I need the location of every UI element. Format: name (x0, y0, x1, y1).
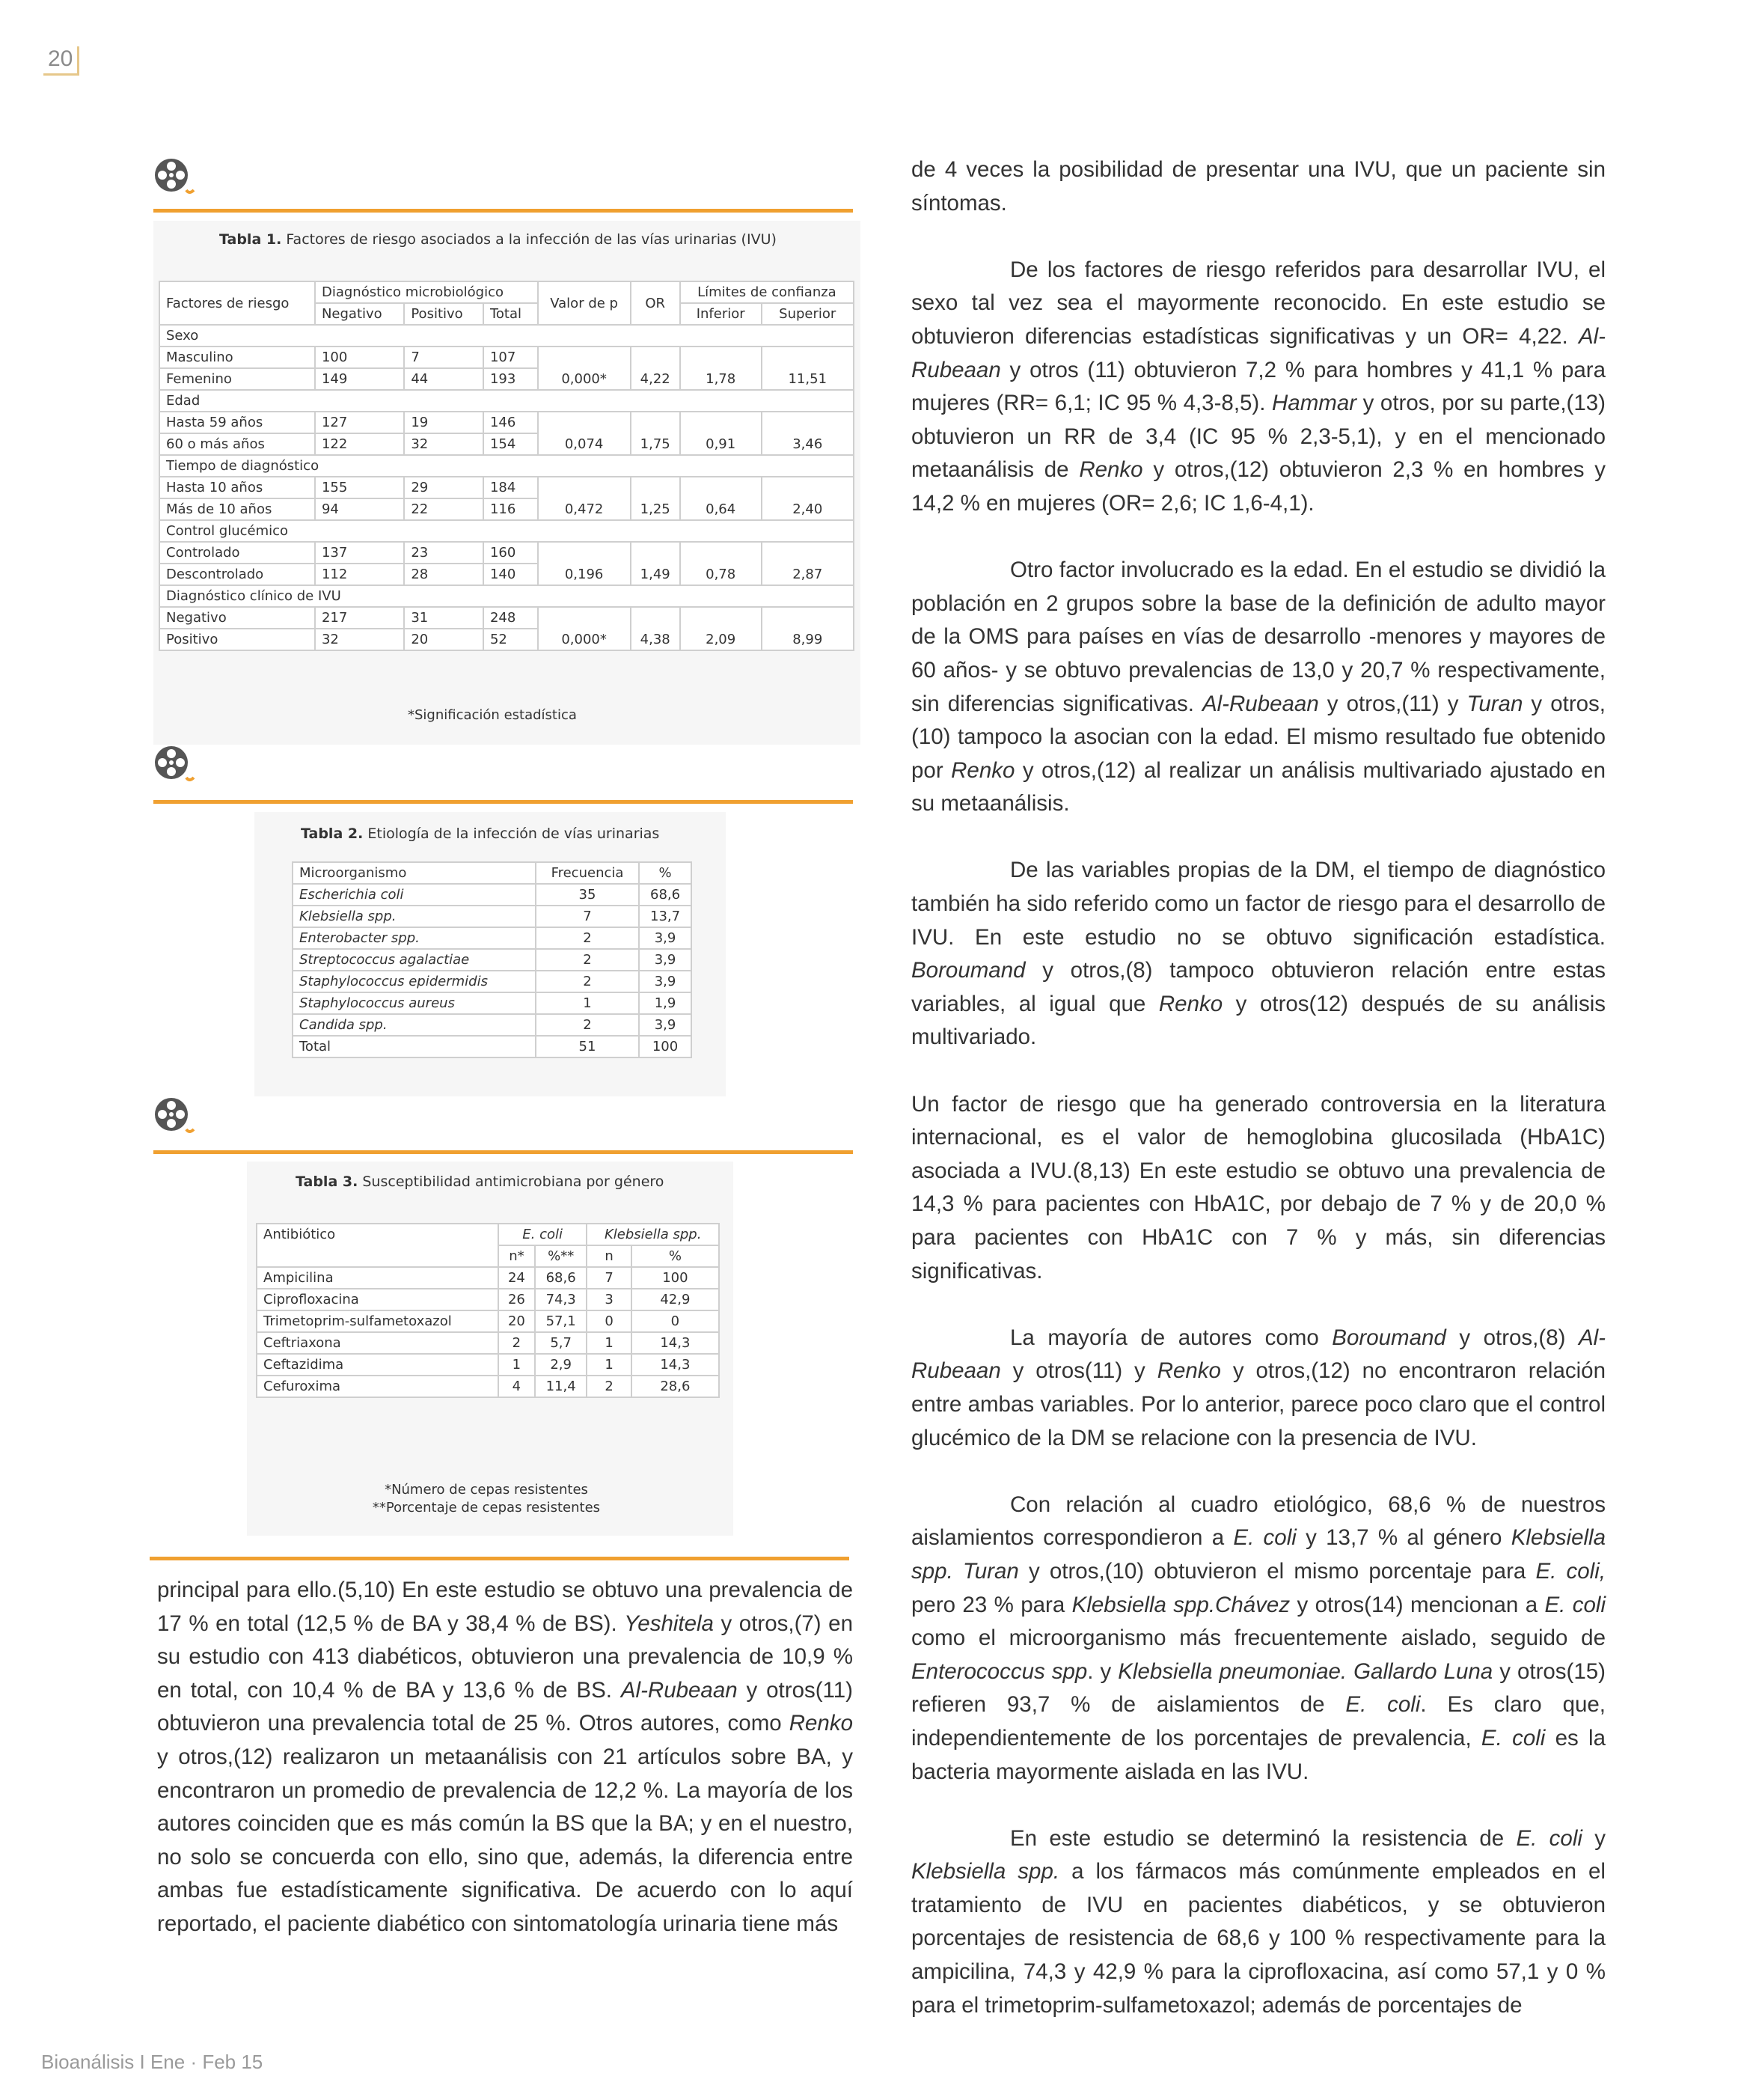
ecoli-pct: 11,4 (535, 1376, 587, 1397)
paragraph: de 4 veces la posibilidad de presentar una IVU, que un paciente sin síntomas. (911, 157, 1606, 216)
ci-upper: 11,51 (762, 347, 854, 390)
table-row (159, 542, 854, 564)
table-row (293, 992, 691, 1014)
cell: 248 (483, 607, 538, 629)
table-row (293, 927, 691, 949)
organism: Streptococcus agalactiae (293, 949, 536, 971)
t1-header-sup: Superior (762, 303, 854, 325)
table-row (257, 1310, 719, 1332)
table-row (293, 949, 691, 971)
odds-ratio: 1,75 (631, 412, 680, 455)
cell: 7 (404, 347, 483, 368)
t1-header-pos: Positivo (404, 303, 483, 325)
table-row (159, 520, 854, 542)
row-label: Masculino (159, 347, 315, 368)
row-label: Descontrolado (159, 564, 315, 585)
table-row (257, 1289, 719, 1310)
table-row (293, 906, 691, 927)
frequency: 2 (536, 1014, 639, 1036)
kleb-n: 3 (587, 1289, 631, 1310)
t2-header-pct: % (639, 862, 691, 884)
odds-ratio: 4,38 (631, 607, 680, 650)
paragraph: La mayoría de autores como Boroumand y otros,(8) Al-Rubeaan y otros(11) y Renko y otros,(12) no encontraron relación entre ambas variables. Por lo anterior, parece poco claro que el control glucémico de la DM se relacione con la presencia de IVU. (911, 1325, 1606, 1450)
cell: 19 (404, 412, 483, 433)
t3-header-p1: %** (535, 1245, 587, 1267)
table1 (159, 281, 854, 651)
kleb-pct: 100 (631, 1267, 719, 1289)
kleb-n: 1 (587, 1332, 631, 1354)
table-row (159, 607, 854, 629)
t3-header-ecoli: E. coli (498, 1224, 587, 1245)
cell: 23 (404, 542, 483, 564)
t3-header-n2: n (587, 1245, 631, 1267)
percent: 3,9 (639, 927, 691, 949)
odds-ratio: 1,49 (631, 542, 680, 585)
ecoli-n: 24 (498, 1267, 535, 1289)
organism: Escherichia coli (293, 884, 536, 906)
cell: 149 (315, 368, 404, 390)
cell: 112 (315, 564, 404, 585)
right-column-text (911, 153, 1606, 2056)
kleb-pct: 28,6 (631, 1376, 719, 1397)
t3-header-antibiotic: Antibiótico (257, 1224, 498, 1267)
paragraph: En este estudio se determinó la resistencia de E. coli y Klebsiella spp. a los fármacos más comúnmente empleados en el tratamiento de IVU en pacientes diabéticos, y se obtuvieron porcentajes de resistencia de 68,6 y 100 % respectivamente para la ampicilina, 74,3 y 42,9 % para la ciprofloxacina, así como 57,1 y 0 % para el trimetoprim-sulfametoxazol; además de porcentajes de (911, 1825, 1606, 2018)
table-row (293, 884, 691, 906)
t1-header-total: Total (483, 303, 538, 325)
cell: 116 (483, 498, 538, 520)
percent: 3,9 (639, 971, 691, 992)
t1-header-or: OR (631, 281, 680, 325)
table3-title: Tabla 3. Susceptibilidad antimicrobiana por género (296, 1173, 664, 1190)
kleb-n: 0 (587, 1310, 631, 1332)
percent: 100 (639, 1036, 691, 1057)
ecoli-n: 4 (498, 1376, 535, 1397)
group-label: Tiempo de diagnóstico (159, 455, 854, 477)
table-row (293, 1014, 691, 1036)
cell: 193 (483, 368, 538, 390)
ci-lower: 0,91 (680, 412, 762, 455)
kleb-pct: 0 (631, 1310, 719, 1332)
odds-ratio: 4,22 (631, 347, 680, 390)
cell: 155 (315, 477, 404, 498)
kleb-pct: 14,3 (631, 1354, 719, 1376)
ci-upper: 3,46 (762, 412, 854, 455)
kleb-n: 7 (587, 1267, 631, 1289)
ci-lower: 0,78 (680, 542, 762, 585)
ecoli-pct: 2,9 (535, 1354, 587, 1376)
table-row (293, 971, 691, 992)
frequency: 2 (536, 949, 639, 971)
table2-title: Tabla 2. Etiología de la infección de vías urinarias (301, 825, 660, 842)
organism: Staphylococcus epidermidis (293, 971, 536, 992)
cell: 31 (404, 607, 483, 629)
percent: 68,6 (639, 884, 691, 906)
cell: 52 (483, 629, 538, 650)
kleb-n: 1 (587, 1354, 631, 1376)
group-label: Diagnóstico clínico de IVU (159, 585, 854, 607)
table2-panel (254, 812, 726, 1096)
organism: Candida spp. (293, 1014, 536, 1036)
t1-header-neg: Negativo (315, 303, 404, 325)
table3-note2: **Porcentaje de cepas resistentes (372, 1500, 601, 1516)
table1-title: Tabla 1. Factores de riesgo asociados a la infección de las vías urinarias (IVU) (219, 231, 777, 248)
cell: 28 (404, 564, 483, 585)
t3-header-kleb: Klebsiella spp. (587, 1224, 719, 1245)
row-label: Positivo (159, 629, 315, 650)
odds-ratio: 1,25 (631, 477, 680, 520)
ecoli-pct: 5,7 (535, 1332, 587, 1354)
table-row (159, 325, 854, 347)
percent: 13,7 (639, 906, 691, 927)
frequency: 51 (536, 1036, 639, 1057)
film-reel-icon (153, 745, 195, 790)
paragraph: Otro factor involucrado es la edad. En el estudio se dividió la población en 2 grupos sobre la base de la definición de adulto mayor de la OMS para países en vías de desarrollo -menores y mayores de 60 años- y se obtuvo prevalencias de 13,0 y 20,7 % respectivamente, sin diferencias significativas. Al-Rubeaan y otros,(11) y Turan y otros, (10) tampoco la asocian con la edad. El mismo resultado fue obtenido por Renko y otros,(12) al realizar un análisis multivariado ajustado en su metaanálisis. (911, 558, 1606, 817)
cell: 184 (483, 477, 538, 498)
p-value: 0,472 (538, 477, 631, 520)
table2 (292, 861, 692, 1058)
p-value: 0,000* (538, 607, 631, 650)
table-row (257, 1267, 719, 1289)
row-label: Controlado (159, 542, 315, 564)
t2-header-freq: Frecuencia (536, 862, 639, 884)
section-rule (153, 209, 853, 213)
row-label: Hasta 10 años (159, 477, 315, 498)
row-label: 60 o más años (159, 433, 315, 455)
p-value: 0,074 (538, 412, 631, 455)
organism: Enterobacter spp. (293, 927, 536, 949)
table-row (257, 1376, 719, 1397)
cell: 140 (483, 564, 538, 585)
t1-header-p: Valor de p (538, 281, 631, 325)
table-row (293, 1036, 691, 1057)
table1-panel (153, 221, 860, 745)
ecoli-pct: 57,1 (535, 1310, 587, 1332)
kleb-pct: 42,9 (631, 1289, 719, 1310)
cell: 127 (315, 412, 404, 433)
row-label: Más de 10 años (159, 498, 315, 520)
t2-header-organism: Microorganismo (293, 862, 536, 884)
percent: 1,9 (639, 992, 691, 1014)
antibiotic: Ceftriaxona (257, 1332, 498, 1354)
antibiotic: Ampicilina (257, 1267, 498, 1289)
footer: Bioanálisis I Ene · Feb 15 (41, 2051, 263, 2073)
table-row (257, 1354, 719, 1376)
paragraph: De las variables propias de la DM, el tiempo de diagnóstico también ha sido referido como un factor de riesgo para el desarrollo de IVU. En este estudio no se obtuvo significación estadística. Boroumand y otros,(8) tampoco obtuvieron relación entre estas variables, al igual que Renko y otros(12) después de su análisis multivariado. (911, 858, 1606, 1050)
cell: 160 (483, 542, 538, 564)
table-row (159, 412, 854, 433)
cell: 154 (483, 433, 538, 455)
cell: 100 (315, 347, 404, 368)
p-value: 0,000* (538, 347, 631, 390)
frequency: 1 (536, 992, 639, 1014)
percent: 3,9 (639, 949, 691, 971)
section-rule (153, 800, 853, 804)
antibiotic: Trimetoprim-sulfametoxazol (257, 1310, 498, 1332)
row-label: Femenino (159, 368, 315, 390)
frequency: 7 (536, 906, 639, 927)
table1-note: *Significación estadística (408, 707, 577, 723)
cell: 32 (404, 433, 483, 455)
table-row (159, 585, 854, 607)
ecoli-pct: 74,3 (535, 1289, 587, 1310)
percent: 3,9 (639, 1014, 691, 1036)
table3-panel (247, 1162, 733, 1536)
row-label: Negativo (159, 607, 315, 629)
cell: 32 (315, 629, 404, 650)
ecoli-pct: 68,6 (535, 1267, 587, 1289)
ecoli-n: 2 (498, 1332, 535, 1354)
section-rule (153, 1150, 853, 1154)
frequency: 2 (536, 927, 639, 949)
antibiotic: Ciprofloxacina (257, 1289, 498, 1310)
cell: 122 (315, 433, 404, 455)
table-row (159, 347, 854, 368)
ci-upper: 2,87 (762, 542, 854, 585)
table-row (257, 1332, 719, 1354)
antibiotic: Cefuroxima (257, 1376, 498, 1397)
cell: 29 (404, 477, 483, 498)
ecoli-n: 1 (498, 1354, 535, 1376)
cell: 107 (483, 347, 538, 368)
t1-header-factor: Factores de riesgo (159, 281, 315, 325)
cell: 137 (315, 542, 404, 564)
paragraph: Un factor de riesgo que ha generado controversia en la literatura internacional, es el valor de hemoglobina glucosilada (HbA1C) asociada a IVU.(8,13) En este estudio se obtuvo una prevalencia de 14,3 % para pacientes con HbA1C, por debajo de 7 % y de 20,0 % para pacientes con HbA1C con 7 % y más, sin diferencias significativas. (911, 1091, 1606, 1283)
ecoli-n: 20 (498, 1310, 535, 1332)
paragraph: De los factores de riesgo referidos para desarrollar IVU, el sexo tal vez sea el mayormente reconocido. En este estudio se obtuvieron diferencias estadísticas significativas y un OR= 4,22. Al-Rubeaan y otros (11) obtuvieron 7,2 % para hombres y 41,1 % para mujeres (RR= 6,1; IC 95 % 4,3-8,5). Hammar y otros, por su parte,(13) obtuvieron un RR de 3,4 (IC 95 % 2,3-5,1), y en el mencionado metaanálisis de Renko y otros,(12) obtuvieron 2,3 % en hombres y 14,2 % en mujeres (OR= 2,6; IC 1,6-4,1). (911, 257, 1606, 516)
t1-header-inf: Inferior (680, 303, 762, 325)
ci-lower: 1,78 (680, 347, 762, 390)
paragraph: Con relación al cuadro etiológico, 68,6 % de nuestros aislamientos correspondieron a E. coli y 13,7 % al género Klebsiella spp. Turan y otros,(10) obtuvieron el mismo porcentaje para E. coli, pero 23 % para Klebsiella spp.Chávez y otros(14) mencionan a E. coli como el microorganismo más frecuentemente aislado, seguido de Enterococcus spp. y Klebsiella pneumoniae. Gallardo Luna y otros(15) refieren 93,7 % de aislamientos de E. coli. Es claro que, independientemente de los porcentajes de prevalencia, E. coli es la bacteria mayormente aislada en las IVU. (911, 1492, 1606, 1784)
organism: Staphylococcus aureus (293, 992, 536, 1014)
paragraph: principal para ello.(5,10) En este estudio se obtuvo una prevalencia de 17 % en total (12,5 % de BA y 38,4 % de BS). Yeshitela y otros,(7) en su estudio con 413 diabéticos, obtuvieron una prevalencia de 10,9 % en total, con 10,4 % de BA y 13,6 % de BS. Al-Rubeaan y otros(11) obtuvieron una prevalencia total de 25 %. Otros autores, como Renko y otros,(12) realizaron un metaanálisis con 21 artículos sobre BA, y encontraron un promedio de prevalencia de 12,2 %. La mayoría de los autores coinciden que es más común la BS que la BA; y en el nuestro, no solo se concuerda con ello, sino que, además, la diferencia entre ambas fue estadísticamente significativa. De acuerdo con lo aquí reportado, el paciente diabético con sintomatología urinaria tiene más (157, 1578, 854, 1936)
group-label: Edad (159, 390, 854, 412)
ci-lower: 2,09 (680, 607, 762, 650)
cell: 94 (315, 498, 404, 520)
organism: Total (293, 1036, 536, 1057)
group-label: Control glucémico (159, 520, 854, 542)
t3-header-p2: % (631, 1245, 719, 1267)
cell: 22 (404, 498, 483, 520)
ci-lower: 0,64 (680, 477, 762, 520)
kleb-pct: 14,3 (631, 1332, 719, 1354)
t3-header-n1: n* (498, 1245, 535, 1267)
ecoli-n: 26 (498, 1289, 535, 1310)
row-label: Hasta 59 años (159, 412, 315, 433)
t1-header-diag: Diagnóstico microbiológico (315, 281, 538, 303)
ci-upper: 2,40 (762, 477, 854, 520)
t1-header-limits: Límites de confianza (680, 281, 854, 303)
organism: Klebsiella spp. (293, 906, 536, 927)
cell: 217 (315, 607, 404, 629)
page-number: 20 (43, 46, 79, 76)
group-label: Sexo (159, 325, 854, 347)
section-rule (150, 1557, 849, 1560)
cell: 44 (404, 368, 483, 390)
p-value: 0,196 (538, 542, 631, 585)
table-row (159, 390, 854, 412)
cell: 146 (483, 412, 538, 433)
left-column-text (157, 1574, 853, 1974)
antibiotic: Ceftazidima (257, 1354, 498, 1376)
frequency: 35 (536, 884, 639, 906)
kleb-n: 2 (587, 1376, 631, 1397)
film-reel-icon (153, 1096, 195, 1142)
cell: 20 (404, 629, 483, 650)
table-row (159, 455, 854, 477)
table3-note1: *Número de cepas resistentes (385, 1482, 588, 1498)
ci-upper: 8,99 (762, 607, 854, 650)
film-reel-icon (153, 157, 195, 203)
table-row (159, 477, 854, 498)
frequency: 2 (536, 971, 639, 992)
table3 (256, 1223, 720, 1398)
